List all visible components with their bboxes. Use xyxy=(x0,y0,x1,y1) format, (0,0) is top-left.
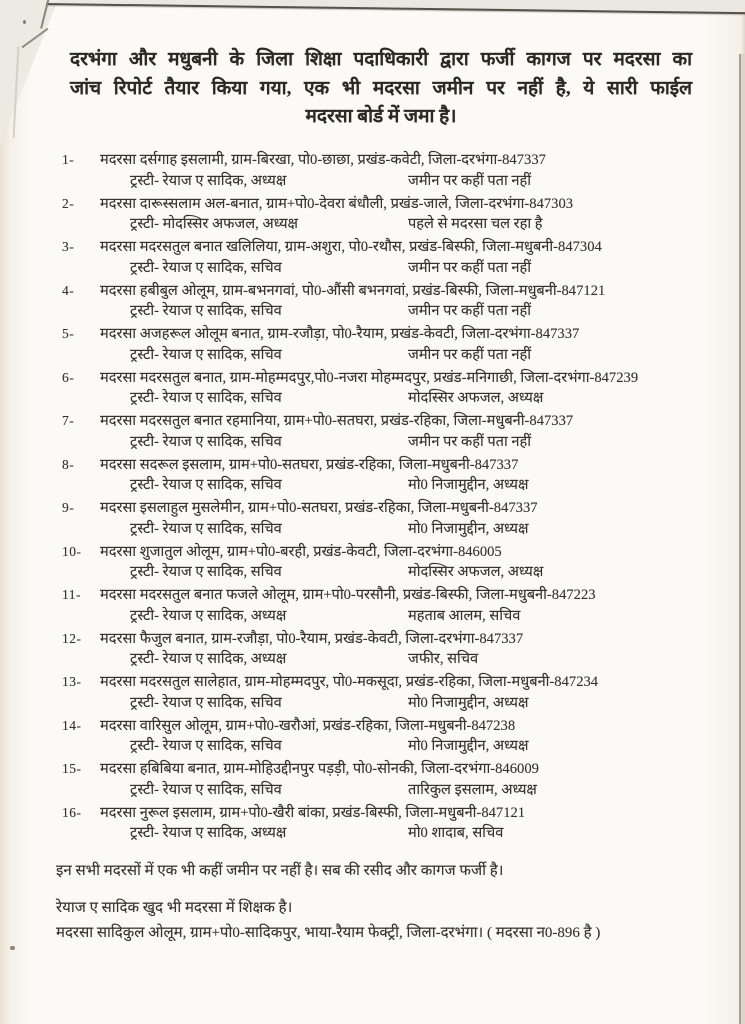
madrasa-entry xyxy=(0,802,745,846)
madrasa-details: मदरसा दारूस्सलाम अल-बनात, ग्राम+पो0-देवरा बंधौली, प्रखंड-जाले, जिला-दरभंगा-847303 xyxy=(100,195,574,212)
status-note: महताब आलम, सचिव xyxy=(408,607,521,624)
trustee-info: ट्रस्टी- रेयाज ए सादिक, सचिव xyxy=(130,477,282,494)
entry-number: 12- xyxy=(62,630,82,646)
entry-number: 15- xyxy=(62,761,82,776)
trustee-info: ट्रस्टी- रेयाज ए सादिक, सचिव xyxy=(130,520,282,537)
madrasa-entry xyxy=(0,541,745,585)
madrasa-details: मदरसा मदरसतुल बनात रहमानिया, ग्राम+पो0-सतघरा, प्रखंड-रहिका, जिला-मधुबनी-847337 xyxy=(100,413,574,429)
heading-line: जांच रिपोर्ट तैयार किया गया, एक भी मदरसा जमीन पर नहीं है, ये सारी फाईल xyxy=(70,77,692,99)
status-note: जमीन पर कहीं पता नहीं xyxy=(408,259,532,276)
trustee-line xyxy=(0,301,745,323)
entry-number: 5- xyxy=(62,326,75,341)
madrasa-detail-line xyxy=(0,149,745,171)
status-note: मो0 निजामुद्दीन, अध्यक्ष xyxy=(408,477,529,494)
entry-number: 3- xyxy=(62,239,75,254)
trustee-line xyxy=(0,649,745,671)
trustee-info: ट्रस्टी- रेयाज ए सादिक, अध्यक्ष xyxy=(130,825,287,842)
status-note: मो0 शादाब, सचिव xyxy=(408,825,504,842)
status-note: जफीर, सचिव xyxy=(408,651,479,668)
madrasa-details: मदरसा अजहरूल ओलूम बनात, ग्राम-रजौड़ा, पो0-रैयाम, प्रखंड-केवटी, जिला-दरभंगा-847337 xyxy=(100,326,580,342)
entry-number: 6- xyxy=(62,369,75,385)
status-note: मो0 निजामुद्दीन, अध्यक्ष xyxy=(408,520,529,537)
entry-number: 4- xyxy=(62,282,75,298)
madrasa-detail-line xyxy=(0,454,745,476)
madrasa-detail-line xyxy=(0,323,745,345)
footer-remark: रेयाज ए सादिक खुद भी मदरसा में शिक्षक है। xyxy=(56,900,293,916)
entry-number: 9- xyxy=(62,500,75,515)
scan-speck xyxy=(23,20,26,24)
trustee-line xyxy=(0,475,745,497)
trustee-info: ट्रस्टी- रेयाज ए सादिक, सचिव xyxy=(130,564,282,581)
trustee-info: ट्रस्टी- रेयाज ए सादिक, सचिव xyxy=(130,346,282,363)
status-note: मोदस्सिर अफजल, अध्यक्ष xyxy=(408,564,544,581)
madrasa-detail-line xyxy=(0,541,745,563)
madrasa-entry xyxy=(0,236,745,280)
madrasa-entry xyxy=(0,149,745,193)
entry-number: 13- xyxy=(62,674,82,689)
entry-number: 16- xyxy=(62,804,82,820)
trustee-info: ट्रस्टी- रेयाज ए सादिक, सचिव xyxy=(130,781,282,798)
trustee-line xyxy=(0,258,745,280)
madrasa-detail-line xyxy=(0,584,745,606)
status-note: मो0 निजामुद्दीन, अध्यक्ष xyxy=(408,738,529,755)
madrasa-detail-line xyxy=(0,802,745,824)
madrasa-details: मदरसा हबिबिया बनात, ग्राम-मोहिउद्दीनपुर पड़ड़ी, पो0-सोनकी, जिला-दरभंगा-846009 xyxy=(100,761,539,777)
status-note: तारिकुल इसलाम, अध्यक्ष xyxy=(408,781,537,798)
madrasa-details: मदरसा शुजातुल ओलूम, ग्राम+पो0-बरही, प्रखंड-केवटी, जिला-दरभंगा-846005 xyxy=(100,543,502,560)
madrasa-entry xyxy=(0,454,745,498)
entry-number: 11- xyxy=(62,587,81,602)
madrasa-list xyxy=(0,149,745,845)
trustee-line xyxy=(0,736,745,758)
madrasa-entry xyxy=(0,193,745,237)
trustee-info: ट्रस्टी- रेयाज ए सादिक, अध्यक्ष xyxy=(130,607,287,624)
entry-number: 10- xyxy=(62,543,82,559)
entry-number: 2- xyxy=(62,195,75,211)
trustee-line xyxy=(0,562,745,584)
madrasa-detail-line xyxy=(0,236,745,258)
madrasa-entry xyxy=(0,497,745,541)
heading-line: मदरसा बोर्ड में जमा है। xyxy=(305,106,457,127)
madrasa-detail-line xyxy=(0,193,745,215)
trustee-info: ट्रस्टी- रेयाज ए सादिक, सचिव xyxy=(130,303,282,320)
madrasa-details: मदरसा नुरूल इसलाम, ग्राम+पो0-खैरी बांका, प्रखंड-बिस्फी, जिला-मधुबनी-847121 xyxy=(100,804,526,821)
madrasa-entry xyxy=(0,410,745,454)
madrasa-details: मदरसा मदरसतुल बनात, ग्राम-मोहम्मदपुर,पो0-नजरा मोहम्मदपुर, प्रखंड-मनिगाछी, जिला-दरभंगा-847239 xyxy=(100,369,639,386)
madrasa-entry xyxy=(0,584,745,628)
madrasa-details: मदरसा मदरसतुल सालेहात, ग्राम-मोहम्मदपुर, पो0-मकसूदा, प्रखंड-रहिका, जिला-मधुबनी-847234 xyxy=(100,674,599,690)
madrasa-detail-line xyxy=(0,628,745,650)
madrasa-details: मदरसा सदरूल इसलाम, ग्राम+पो0-सतघरा, प्रखंड-रहिका, जिला-मधुबनी-847337 xyxy=(100,456,519,473)
trustee-line xyxy=(0,606,745,628)
heading-line: दरभंगा और मधुबनी के जिला शिक्षा पदाधिकारी द्वारा फर्जी कागज पर मदरसा का xyxy=(70,49,692,70)
trustee-line xyxy=(0,519,745,541)
status-note: जमीन पर कहीं पता नहीं xyxy=(408,346,532,363)
trustee-info: ट्रस्टी- रेयाज ए सादिक, सचिव xyxy=(130,259,282,276)
madrasa-details: मदरसा फैजुल बनात, ग्राम-रजौड़ा, पो0-रैयाम, प्रखंड-केवटी, जिला-दरभंगा-847337 xyxy=(100,630,524,647)
document-footer xyxy=(56,861,716,943)
status-note: जमीन पर कहीं पता नहीं xyxy=(408,303,532,320)
trustee-info: ट्रस्टी- रेयाज ए सादिक, सचिव xyxy=(130,694,282,711)
madrasa-detail-line xyxy=(0,497,745,519)
entry-number: 1- xyxy=(62,152,75,167)
footer-remark: इन सभी मदरसों में एक भी कहीं जमीन पर नहीं है। सब की रसीद और कागज फर्जी है। xyxy=(56,863,504,879)
madrasa-details: मदरसा वारिसुल ओलूम, ग्राम+पो0-खरौआं, प्रखंड-रहिका, जिला-मधुबनी-847238 xyxy=(100,717,516,734)
madrasa-detail-line xyxy=(0,671,745,693)
trustee-line xyxy=(0,388,745,410)
trustee-line xyxy=(0,171,745,193)
madrasa-details: मदरसा दर्सगाह इसलामी, ग्राम-बिरखा, पो0-छाछा, प्रखंड-कवेटी, जिला-दरभंगा-847337 xyxy=(100,152,546,168)
trustee-info: ट्रस्टी- रेयाज ए सादिक, अध्यक्ष xyxy=(130,651,287,668)
trustee-info: ट्रस्टी- रेयाज ए सादिक, सचिव xyxy=(130,433,282,450)
trustee-info: ट्रस्टी- रेयाज ए सादिक, सचिव xyxy=(130,390,282,407)
madrasa-entry xyxy=(0,758,745,802)
madrasa-details: मदरसा इसलाहुल मुसलेमीन, ग्राम+पो0-सतघरा, प्रखंड-रहिका, जिला-मधुबनी-847337 xyxy=(100,500,538,516)
madrasa-detail-line xyxy=(0,280,745,302)
entry-number: 14- xyxy=(62,717,82,733)
madrasa-entry xyxy=(0,280,745,324)
footer-remark: मदरसा सादिकुल ओलूम, ग्राम+पो0-सादिकपुर, भाया-रैयाम फेक्ट्री, जिला-दरभंगा। ( मदरसा न0-896 है ) xyxy=(56,925,601,941)
madrasa-detail-line xyxy=(0,367,745,389)
madrasa-entry xyxy=(0,367,745,411)
status-note: जमीन पर कहीं पता नहीं xyxy=(408,172,532,189)
trustee-line xyxy=(0,432,745,454)
status-note: मो0 निजामुद्दीन, अध्यक्ष xyxy=(408,694,529,711)
madrasa-details: मदरसा मदरसतुल बनात खलिलिया, ग्राम-अशुरा, पो0-रथौस, प्रखंड-बिस्फी, जिला-मधुबनी-847304 xyxy=(100,239,602,255)
madrasa-detail-line xyxy=(0,715,745,737)
trustee-info: ट्रस्टी- रेयाज ए सादिक, सचिव xyxy=(130,738,282,755)
status-note: मोदस्सिर अफजल, अध्यक्ष xyxy=(408,390,544,407)
madrasa-entry xyxy=(0,715,745,759)
trustee-line xyxy=(0,780,745,802)
scan-speck xyxy=(10,946,15,950)
page-corner-shade xyxy=(0,0,60,145)
madrasa-details: मदरसा मदरसतुल बनात फजले ओलूम, ग्राम+पो0-परसौनी, प्रखंड-बिस्फी, जिला-मधुबनी-847223 xyxy=(100,587,596,603)
document-heading xyxy=(70,46,692,132)
status-note: जमीन पर कहीं पता नहीं xyxy=(408,433,532,450)
entry-number: 8- xyxy=(62,456,75,472)
madrasa-entry xyxy=(0,628,745,672)
trustee-info: ट्रस्टी- मोदस्सिर अफजल, अध्यक्ष xyxy=(130,216,299,233)
trustee-line xyxy=(0,345,745,367)
madrasa-detail-line xyxy=(0,758,745,780)
madrasa-details: मदरसा हबीबुल ओलूम, ग्राम-बभनगवां, पो0-औंसी बभनगवां, प्रखंड-बिस्फी, जिला-मधुबनी-847121 xyxy=(100,282,606,299)
entry-number: 7- xyxy=(62,413,75,428)
trustee-line xyxy=(0,693,745,715)
madrasa-detail-line xyxy=(0,410,745,432)
trustee-info: ट्रस्टी- रेयाज ए सादिक, अध्यक्ष xyxy=(130,172,287,189)
madrasa-entry xyxy=(0,671,745,715)
trustee-line xyxy=(0,214,745,236)
status-note: पहले से मदरसा चल रहा है xyxy=(408,216,543,233)
trustee-line xyxy=(0,823,745,845)
madrasa-entry xyxy=(0,323,745,367)
